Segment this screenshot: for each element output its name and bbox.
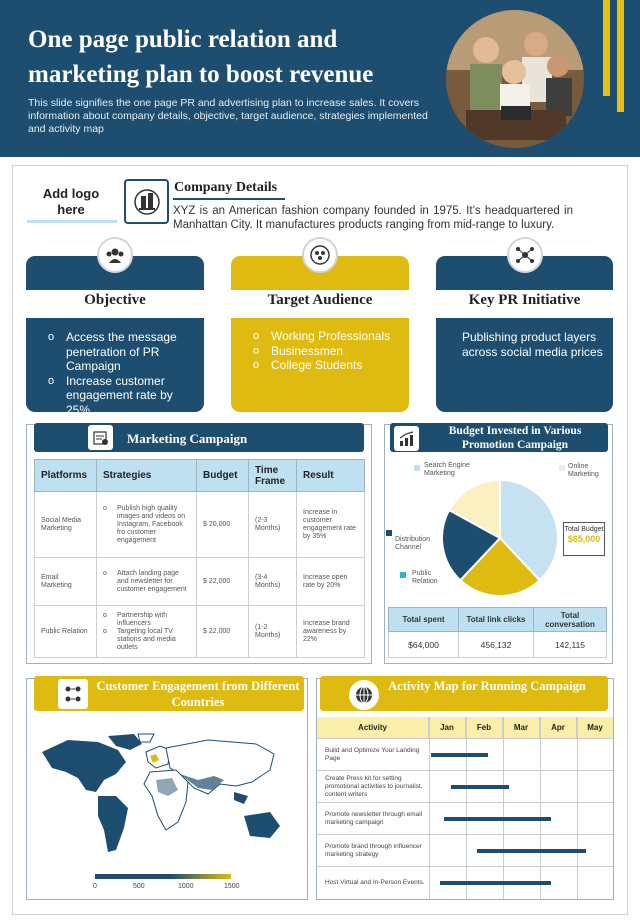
map-legend-tick: 1000 (178, 883, 194, 890)
map-legend-tick: 0 (93, 883, 97, 890)
platform-cell: Public Relation (35, 606, 97, 658)
table-row (35, 606, 365, 658)
company-description: XYZ is an American fashion company founded in 1975. It’s headquartered in Manhattan City. It manufactures products ranging from mid-range to luxury. (173, 205, 573, 231)
legend-swatch-public-relation (400, 572, 406, 578)
legend-search-engine-marketing: Search Engine Marketing (424, 462, 470, 477)
time-cell: (2-3 Months) (249, 492, 297, 558)
time-cell: (3-4 Months) (249, 558, 297, 606)
budget-cell: $ 22,000 (197, 558, 249, 606)
company-details-title: Company Details (174, 180, 278, 195)
activity-name: Promote brand through influencer marketing strategy (325, 843, 422, 858)
strategy-item: o Partnership with influencers (103, 612, 190, 628)
gantt-bar (451, 785, 508, 789)
initiative-text: Publishing product layers across social media prices (462, 330, 603, 359)
gantt-col-month: Apr (540, 717, 577, 739)
target-audience-title: Target Audience (267, 292, 373, 308)
initiative-card-body (436, 318, 613, 412)
world-map (38, 730, 298, 860)
activity-gantt (317, 717, 613, 899)
gantt-bar (431, 753, 488, 757)
budget-summary-table (388, 607, 607, 658)
activity-map-title: Activity Map for Running Campaign (388, 679, 586, 693)
marketing-campaign-table (34, 459, 365, 658)
gantt-col-month: Mar (503, 717, 540, 739)
strategy-item: o Publish high quality images and videos on Instagram, Facebook fro customer engagement (103, 505, 190, 545)
gantt-bar (440, 881, 551, 885)
legend-swatch-online-marketing (559, 465, 565, 471)
audience-item: o Working Professionals (253, 329, 399, 344)
total-budget-label: Total Budget (564, 526, 604, 533)
globe-icon (349, 680, 379, 710)
team-photo (446, 10, 584, 148)
legend-online-marketing: Online Marketing (568, 463, 599, 478)
col-budget: Budget (197, 460, 249, 492)
col-platforms: Platforms (35, 460, 97, 492)
activity-name: Create Press kit for setting promotional activities to journalist, content writers (325, 775, 423, 798)
objective-item: o Increase customer engagement rate by 25% (48, 374, 194, 418)
budget-cell: $ 22,000 (197, 606, 249, 658)
activity-name: Promote newsletter through email marketing campaign (325, 811, 423, 826)
platform-cell: Email Marketing (35, 558, 97, 606)
objective-title: Objective (84, 292, 146, 308)
col-strategies: Strategies (97, 460, 197, 492)
col-time-frame: Time Frame (249, 460, 297, 492)
users-icon (97, 237, 133, 273)
gantt-bar (477, 849, 586, 853)
money-chart-icon (394, 426, 419, 451)
logo-placeholder[interactable]: Add logo here (42, 186, 100, 217)
legend-public-relation: Public Relation (412, 570, 438, 585)
total-budget-value: $65,000 (567, 534, 601, 544)
strategy-item: o Targeting local TV stations and media outlets (103, 628, 190, 652)
table-row (35, 492, 365, 558)
network-icon (507, 237, 543, 273)
time-cell: (1-2 Months) (249, 606, 297, 658)
gantt-col-month: May (577, 717, 613, 739)
legend-swatch-search-engine (414, 465, 420, 471)
objective-card-body (26, 318, 204, 417)
table-row (389, 632, 607, 658)
gantt-col-month: Feb (466, 717, 503, 739)
col-total-link-clicks: Total link clicks (459, 608, 534, 632)
gantt-col-activity: Activity (317, 717, 429, 739)
marketing-campaign-title: Marketing Campaign (127, 431, 248, 446)
activity-name: Build and Optimize Your Landing Page (325, 747, 420, 762)
group-icon (302, 237, 338, 273)
col-total-conversation: Total conversation (534, 608, 607, 632)
result-cell: Increase open rate by 20% (297, 558, 365, 606)
col-result: Result (297, 460, 365, 492)
customer-engagement-title: Customer Engagement from Different Countries (96, 679, 300, 709)
legend-swatch-distribution-channel (386, 530, 392, 536)
total-link-clicks-value: 456,132 (459, 632, 534, 658)
map-legend-tick: 500 (133, 883, 145, 890)
activity-name: Host Virtual and In-Person Events. (325, 879, 425, 886)
header-accent-stripe (603, 0, 610, 96)
table-row (35, 558, 365, 606)
audience-item: o College Students (253, 358, 399, 373)
audience-item: o Businessmen (253, 344, 399, 359)
audience-card-body (231, 318, 409, 412)
legend-distribution-channel: Distribution Channel (395, 536, 431, 551)
document-chart-icon (88, 425, 113, 450)
objective-item: o Access the message penetration of PR Campaign (48, 330, 194, 374)
gantt-col-month: Jan (429, 717, 466, 739)
global-users-icon (58, 679, 88, 709)
key-pr-initiative-title: Key PR Initiative (468, 292, 581, 308)
result-cell: Increase brand awareness by 22% (297, 606, 365, 658)
budget-cell: $ 20,000 (197, 492, 249, 558)
strategy-item: o Attach landing page and newsletter for customer engagement (103, 570, 190, 594)
page-subtitle: This slide signifies the one page PR and advertising plan to increase sales. It covers information about company details, objective, target audience, strategies implemented and activity map (28, 97, 428, 135)
col-total-spent: Total spent (389, 608, 459, 632)
budget-title: Budget Invested in Various Promotion Campaign (448, 425, 582, 451)
gantt-bar (444, 817, 551, 821)
result-cell: Increase in customer engagement rate by 35% (297, 492, 365, 558)
budget-pie-chart (440, 478, 560, 598)
header-accent-stripe (617, 0, 624, 112)
map-legend-tick: 1500 (224, 883, 240, 890)
page-title: One page public relation and marketing plan to boost revenue (28, 26, 374, 88)
company-title-underline (173, 198, 285, 200)
map-legend-gradient (95, 874, 231, 879)
total-budget-callout (563, 522, 605, 556)
total-spent-value: $64,000 (389, 632, 459, 658)
total-conversation-value: 142,115 (534, 632, 607, 658)
logo-underline (27, 220, 117, 223)
platform-cell: Social Media Marketing (35, 492, 97, 558)
building-icon (124, 179, 169, 224)
